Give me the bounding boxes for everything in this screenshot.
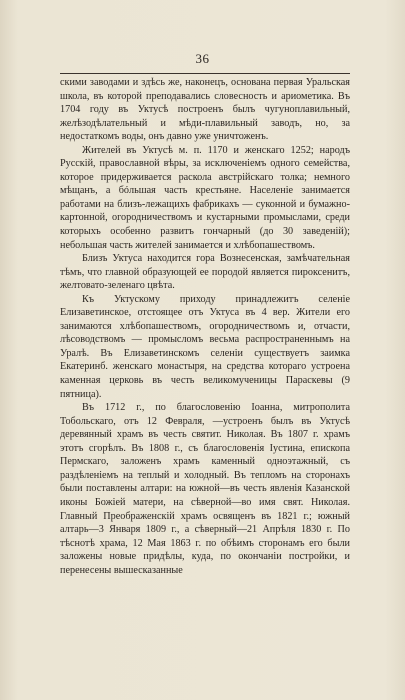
paragraph: скими заводами и здѣсь же, наконецъ, основана первая Уральская школа, въ которой преподавались словесность и ариометика. Въ 1704 году въ Уктусѣ построенъ былъ чугуноплавильный, желѣзодѣлательный и мѣди-плавильный заводъ, но, за недостаткомъ воды, онъ давно уже уничтоженъ. (60, 77, 350, 143)
paragraph: Къ Уктускому приходу принадлежитъ селеніе Елизаветинское, отстоящее отъ Уктуса въ 4 вер. Жители его занимаются хлѣбопашествомъ, огородничествомъ и, отчасти, лѣсоводствомъ — промысломъ весьма распространеннымъ на Уралѣ. Въ Елизаветинскомъ селеніи существуетъ заимка Екатеринб. женскаго монастыря, на средства котораго устроена каменная церковь въ честь великомученицы Параскевы (9 пятница). (60, 293, 350, 400)
paragraph: Жителей въ Уктусѣ м. п. 1170 и женскаго 1252; народъ Русскій, православной вѣры, за исключеніемъ одного семейства, которое придерживается раскола австрійскаго толка; немного мѣщанъ, а бóльшая часть крестьяне. Населеніе занимается работами на близъ-лежащихъ фабрикахъ — суконной и бумажно-картонной, огородничествомъ и кустарными промыслами, среди которыхъ особенно развитъ гончарный (до 30 заведеній); небольшая часть жителей занимается и хлѣбопашествомъ. (60, 144, 350, 251)
page-number: 36 (195, 51, 210, 66)
header-rule (60, 73, 350, 74)
paragraph: Въ 1712 г., по благословенію Іоанна, митрополита Тобольскаго, отъ 12 Февраля, —устроенъ былъ въ Уктусѣ деревянный храмъ въ честь святит. Николая. Въ 1807 г. храмъ этотъ сгорѣлъ. Въ 1808 г., съ благословенія Іустина, епископа Пермскаго, заложенъ храмъ каменный одноэтажный, съ раздѣленіемъ на теплый и холодный. Въ тепломъ на сторонахъ были поставлены алтари: на южной—въ честь явленія Казанской иконы Божіей матери, на сѣверной—во имя свят. Николая. Главный Преображенскій храмъ освященъ въ 1821 г.; южный алтарь—3 Января 1809 г., а сѣверный—21 Апрѣля 1830 г. По тѣснотѣ храма, 12 Мая 1863 г. по обѣимъ сторонамъ его были заложены новые придѣлы, куда, по окончаніи постройки, и перенесены вышесказанные (60, 402, 350, 576)
paragraph: Близъ Уктуса находится гора Вознесенская, замѣчательная тѣмъ, что главной образующей ее породой является пироксенитъ, желтовато-зеленаго цвѣта. (60, 253, 350, 292)
body-text (60, 76, 350, 577)
